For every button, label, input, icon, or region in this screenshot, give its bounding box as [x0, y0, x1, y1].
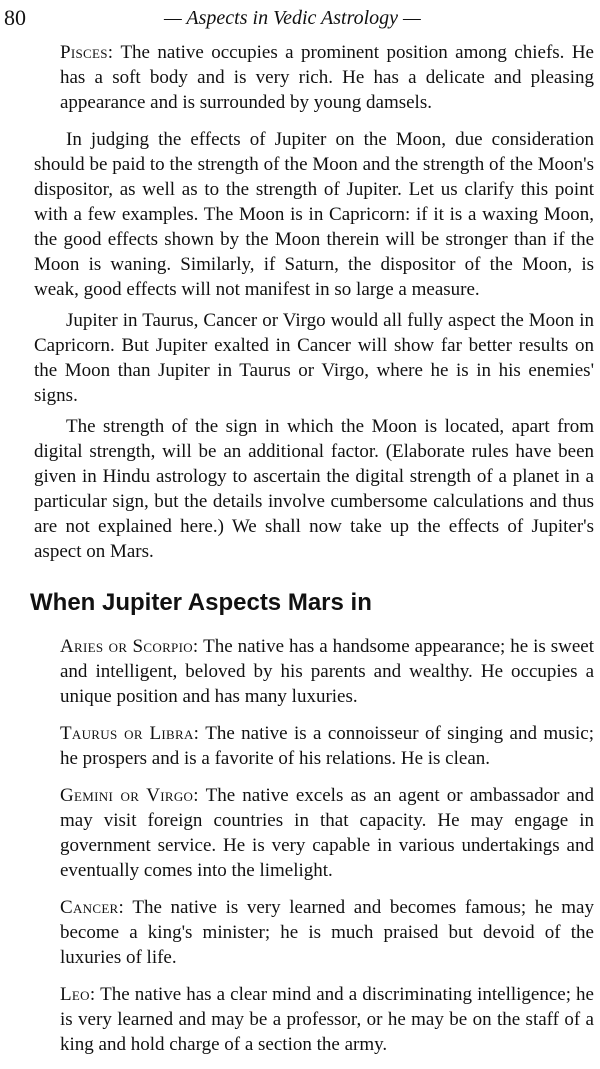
- sign-label: Taurus or Libra:: [60, 723, 200, 744]
- sign-label: Cancer:: [60, 897, 125, 918]
- sign-entry-gemini-virgo: [34, 783, 594, 883]
- sign-entry-cancer: [34, 895, 594, 970]
- sign-description: The native has a clear mind and a discriminating intelligence; he is very learned and may be a professor, or he may be on the staff of a king and hold charge of a section the army.: [60, 984, 594, 1055]
- page-header: [4, 4, 586, 32]
- sign-label: Pisces:: [60, 42, 114, 63]
- sign-entry-taurus-libra: [34, 721, 594, 771]
- sign-entry-aries-scorpio: [34, 634, 594, 709]
- sign-entry-leo: [34, 982, 594, 1057]
- running-head: — Aspects in Vedic Astrology —: [164, 7, 421, 29]
- sign-label: Aries or Scorpio:: [60, 636, 199, 657]
- sign-description: The native has a handsome appearance; he is sweet and intelligent, beloved by his parents and wealthy. He occupies a unique position and has many luxuries.: [60, 636, 595, 707]
- sign-description: The native is very learned and becomes famous; he may become a king's minister; he is much praised but devoid of the luxuries of life.: [60, 897, 594, 968]
- section-heading: When Jupiter Aspects Mars in: [30, 589, 372, 616]
- sign-description: The native excels as an agent or ambassador and may visit foreign countries in that capacity. He may engage in government service. He is very capable in various undertakings and eventually comes into the limelight.: [60, 785, 595, 881]
- page-body: [30, 40, 595, 1069]
- sign-description: The native is a connoisseur of singing and music; he prospers and is a favorite of his relations. He is clean.: [60, 723, 594, 769]
- sign-label: Leo:: [60, 984, 96, 1005]
- body-paragraph: Jupiter in Taurus, Cancer or Virgo would all fully aspect the Moon in Capricorn. But Jupiter exalted in Cancer will show far better results on the Moon than Jupiter in Taurus or Virgo, where he is in his enemies' signs.: [34, 310, 594, 406]
- body-paragraph: In judging the effects of Jupiter on the Moon, due consideration should be paid to the strength of the Moon and the strength of the Moon's dispositor, as well as to the strength of Jupiter. Let us clarify this point with a few examples. The Moon is in Capricorn: if it is a waxing Moon, the good effects shown by the Moon therein will be stronger than if the Moon is waning. Similarly, if Saturn, the dispositor of the Moon, is weak, good effects will not manifest in so large a measure.: [34, 129, 594, 300]
- body-paragraph: The strength of the sign in which the Moon is located, apart from digital strength, will be an additional factor. (Elaborate rules have been given in Hindu astrology to ascertain the digital strength of a planet in a particular sign, but the details involve cumbersome calculations and thus are not explained here.) We shall now take up the effects of Jupiter's aspect on Mars.: [34, 416, 594, 562]
- sign-entry-pisces: [34, 40, 594, 115]
- sign-label: Gemini or Virgo:: [60, 785, 199, 806]
- page-number: 80: [4, 5, 26, 30]
- sign-description: The native occupies a prominent position among chiefs. He has a soft body and is very rich. He has a delicate and pleasing appearance and is surrounded by young damsels.: [60, 42, 594, 113]
